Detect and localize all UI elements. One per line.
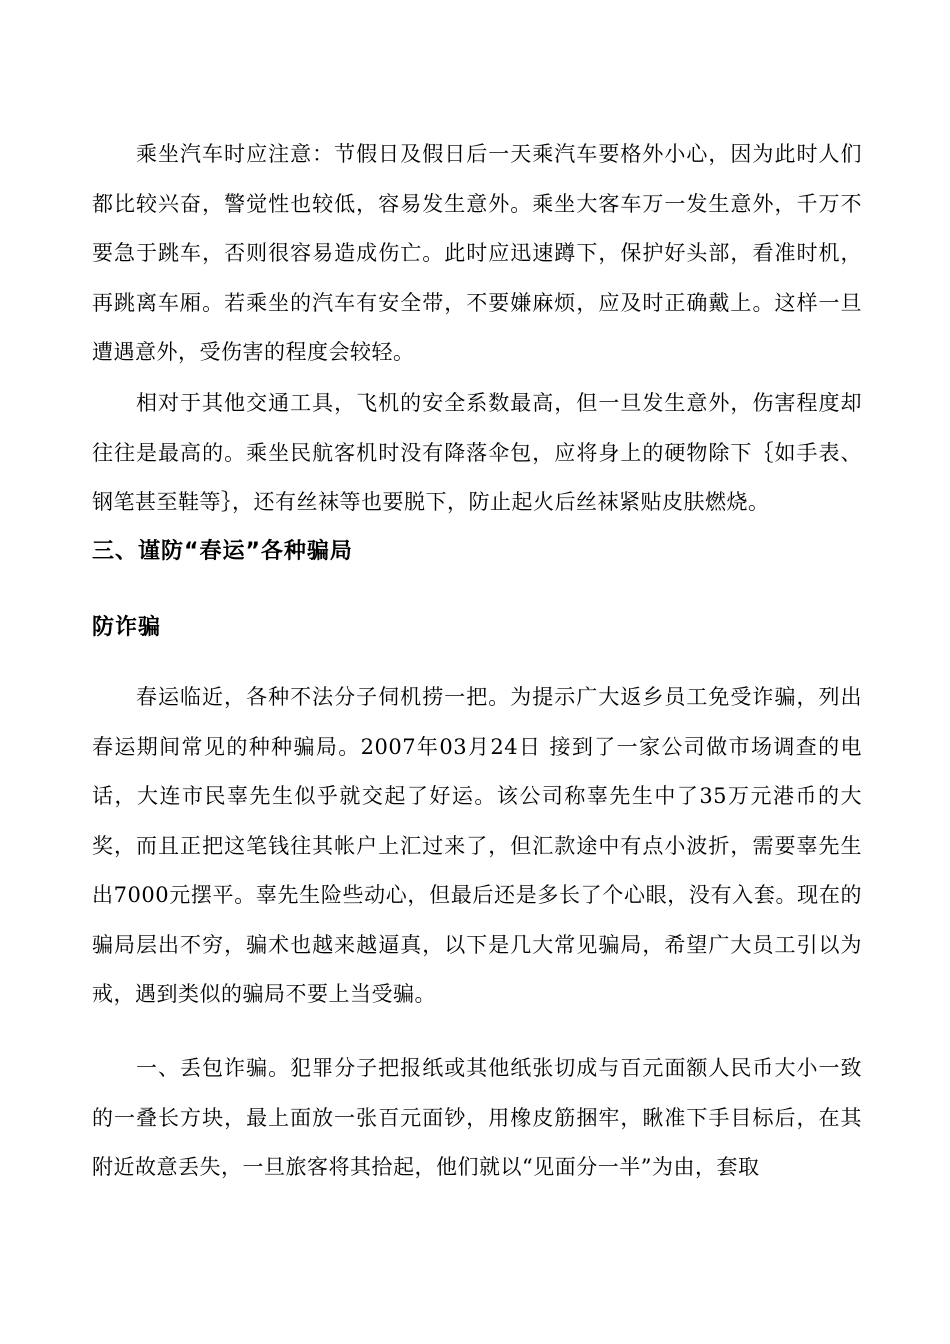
paragraph-airplane-safety: 相对于其他交通工具，飞机的安全系数最高，但一旦发生意外，伤害程度却往往是最高的。乘坐民航客机时没有降落伞包，应将身上的硬物除下｛如手表、钢笔甚至鞋等｝，还有丝袜等也要脱下，防止起火后丝袜紧贴皮肤燃烧。 [92,391,862,514]
section-heading: 三、谨防“春运”各种骗局 [92,539,353,564]
paragraph-fraud-intro: 春运临近，各种不法分子伺机捞一把。为提示广大返乡员工免受诈骗，列出春运期间常见的种种骗局。2007年03月24日 接到了一家公司做市场调查的电话，大连市民辜先生似乎就交起了好运。该公司称辜先生中了35万元港币的大奖，而且正把这笔钱往其帐户上汇过来了，但汇款途中有点小波折，需要辜先生出7000元摆平。辜先生险些动心，但最后还是多长了个心眼，没有入套。现在的骗局层出不穷，骗术也越来越逼真，以下是几大常见骗局，希望广大员工引以为戒，遇到类似的骗局不要上当受骗。 [92,685,862,1006]
paragraph-bus-safety: 乘坐汽车时应注意：节假日及假日后一天乘汽车要格外小心，因为此时人们都比较兴奋，警觉性也较低，容易发生意外。乘坐大客车万一发生意外，千万不要急于跳车，否则很容易造成伤亡。此时应迅速蹲下，保护好头部，看准时机，再跳离车厢。若乘坐的汽车有安全带，不要嫌麻烦，应及时正确戴上。这样一旦遭遇意外，受伤害的程度会较轻。 [92,142,862,364]
sub-heading: 防诈骗 [92,615,162,640]
paragraph-dropped-bag-fraud: 一、丢包诈骗。犯罪分子把报纸或其他纸张切成与百元面额人民币大小一致的一叠长方块，最上面放一张百元面钞，用橡皮筋捆牢，瞅准下手目标后，在其附近故意丢失，一旦旅客将其拾起，他们就以“见面分一半”为由，套取 [92,1056,862,1179]
